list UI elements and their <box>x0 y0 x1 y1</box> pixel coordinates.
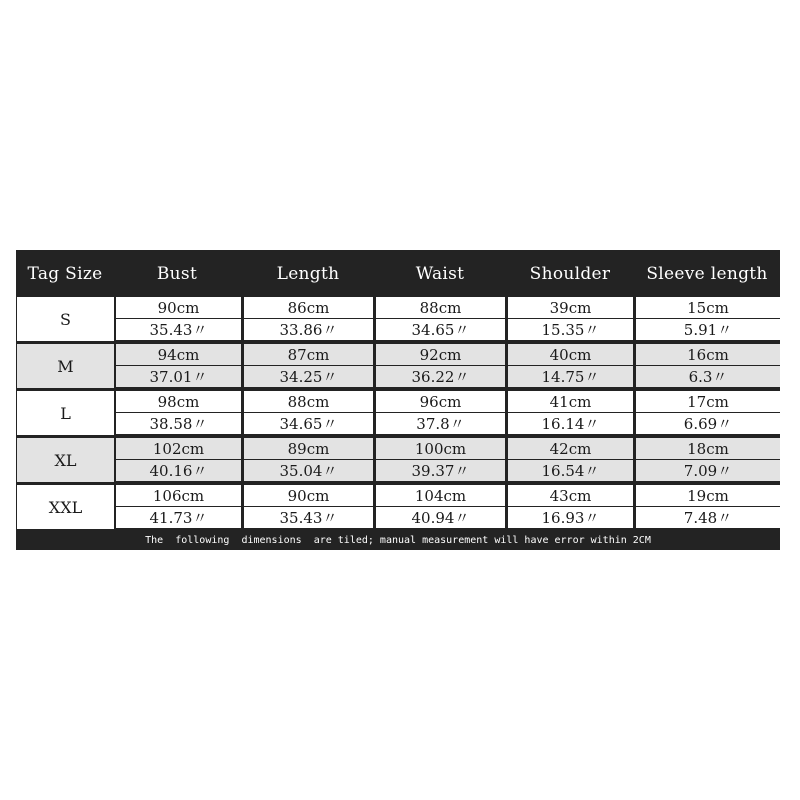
header-sleeve-length: Sleeve length <box>646 264 768 284</box>
measurement-inch-cell: 6.69〃 <box>636 413 780 434</box>
measurement-cm-cell: 89cm <box>244 438 373 459</box>
measurement-cm-cell: 102cm <box>116 438 241 459</box>
measurement-cm-cell: 88cm <box>244 391 373 412</box>
measurement-cm-cell: 42cm <box>508 438 633 459</box>
measurement-inch-cell: 33.86〃 <box>244 319 373 340</box>
measurement-cm-cell: 16cm <box>636 344 780 365</box>
measurement-cm-cell: 43cm <box>508 485 633 506</box>
measurement-cm-cell: 39cm <box>508 297 633 318</box>
measurement-inch-cell: 37.8〃 <box>376 413 505 434</box>
measurement-cm-cell: 86cm <box>244 297 373 318</box>
measurement-inch-cell: 40.16〃 <box>116 460 241 481</box>
measurement-inch-cell: 15.35〃 <box>508 319 633 340</box>
header-bust: Bust <box>156 264 198 284</box>
size-chart-header <box>16 250 780 296</box>
measurement-note: The following dimensions are tiled; manual measurement will have error within 2CM <box>145 535 651 546</box>
measurement-inch-cell: 34.65〃 <box>244 413 373 434</box>
measurement-inch-cell: 36.22〃 <box>376 366 505 387</box>
measurement-inch-cell: 14.75〃 <box>508 366 633 387</box>
size-label: XXL <box>17 485 114 529</box>
measurement-inch-cell: 38.58〃 <box>116 413 241 434</box>
size-table-body <box>16 296 780 530</box>
measurement-cm-cell: 15cm <box>636 297 780 318</box>
measurement-cm-cell: 41cm <box>508 391 633 412</box>
measurement-cm-cell: 98cm <box>116 391 241 412</box>
measurement-inch-cell: 16.93〃 <box>508 507 633 528</box>
measurement-inch-cell: 35.43〃 <box>244 507 373 528</box>
measurement-inch-cell: 41.73〃 <box>116 507 241 528</box>
measurement-inch-cell: 6.3〃 <box>636 366 780 387</box>
measurement-inch-cell: 39.37〃 <box>376 460 505 481</box>
measurement-cm-cell: 96cm <box>376 391 505 412</box>
measurement-cm-cell: 104cm <box>376 485 505 506</box>
measurement-inch-cell: 16.14〃 <box>508 413 633 434</box>
measurement-cm-cell: 106cm <box>116 485 241 506</box>
header-length: Length <box>276 264 340 284</box>
size-label: XL <box>17 438 114 482</box>
measurement-inch-cell: 35.43〃 <box>116 319 241 340</box>
measurement-inch-cell: 7.48〃 <box>636 507 780 528</box>
measurement-cm-cell: 18cm <box>636 438 780 459</box>
measurement-inch-cell: 34.25〃 <box>244 366 373 387</box>
measurement-cm-cell: 90cm <box>244 485 373 506</box>
measurement-inch-cell: 7.09〃 <box>636 460 780 481</box>
size-label: L <box>17 391 114 435</box>
measurement-inch-cell: 5.91〃 <box>636 319 780 340</box>
header-shoulder: Shoulder <box>529 264 611 284</box>
measurement-inch-cell: 16.54〃 <box>508 460 633 481</box>
header-tag-size: Tag Size <box>27 264 103 284</box>
measurement-cm-cell: 94cm <box>116 344 241 365</box>
size-chart <box>16 250 780 550</box>
measurement-cm-cell: 17cm <box>636 391 780 412</box>
measurement-cm-cell: 19cm <box>636 485 780 506</box>
measurement-inch-cell: 34.65〃 <box>376 319 505 340</box>
measurement-inch-cell: 37.01〃 <box>116 366 241 387</box>
header-waist: Waist <box>415 264 465 284</box>
measurement-cm-cell: 87cm <box>244 344 373 365</box>
measurement-cm-cell: 92cm <box>376 344 505 365</box>
measurement-cm-cell: 88cm <box>376 297 505 318</box>
measurement-cm-cell: 40cm <box>508 344 633 365</box>
measurement-cm-cell: 100cm <box>376 438 505 459</box>
measurement-inch-cell: 35.04〃 <box>244 460 373 481</box>
size-label: M <box>17 344 114 388</box>
measurement-cm-cell: 90cm <box>116 297 241 318</box>
measurement-inch-cell: 40.94〃 <box>376 507 505 528</box>
size-label: S <box>17 297 114 341</box>
